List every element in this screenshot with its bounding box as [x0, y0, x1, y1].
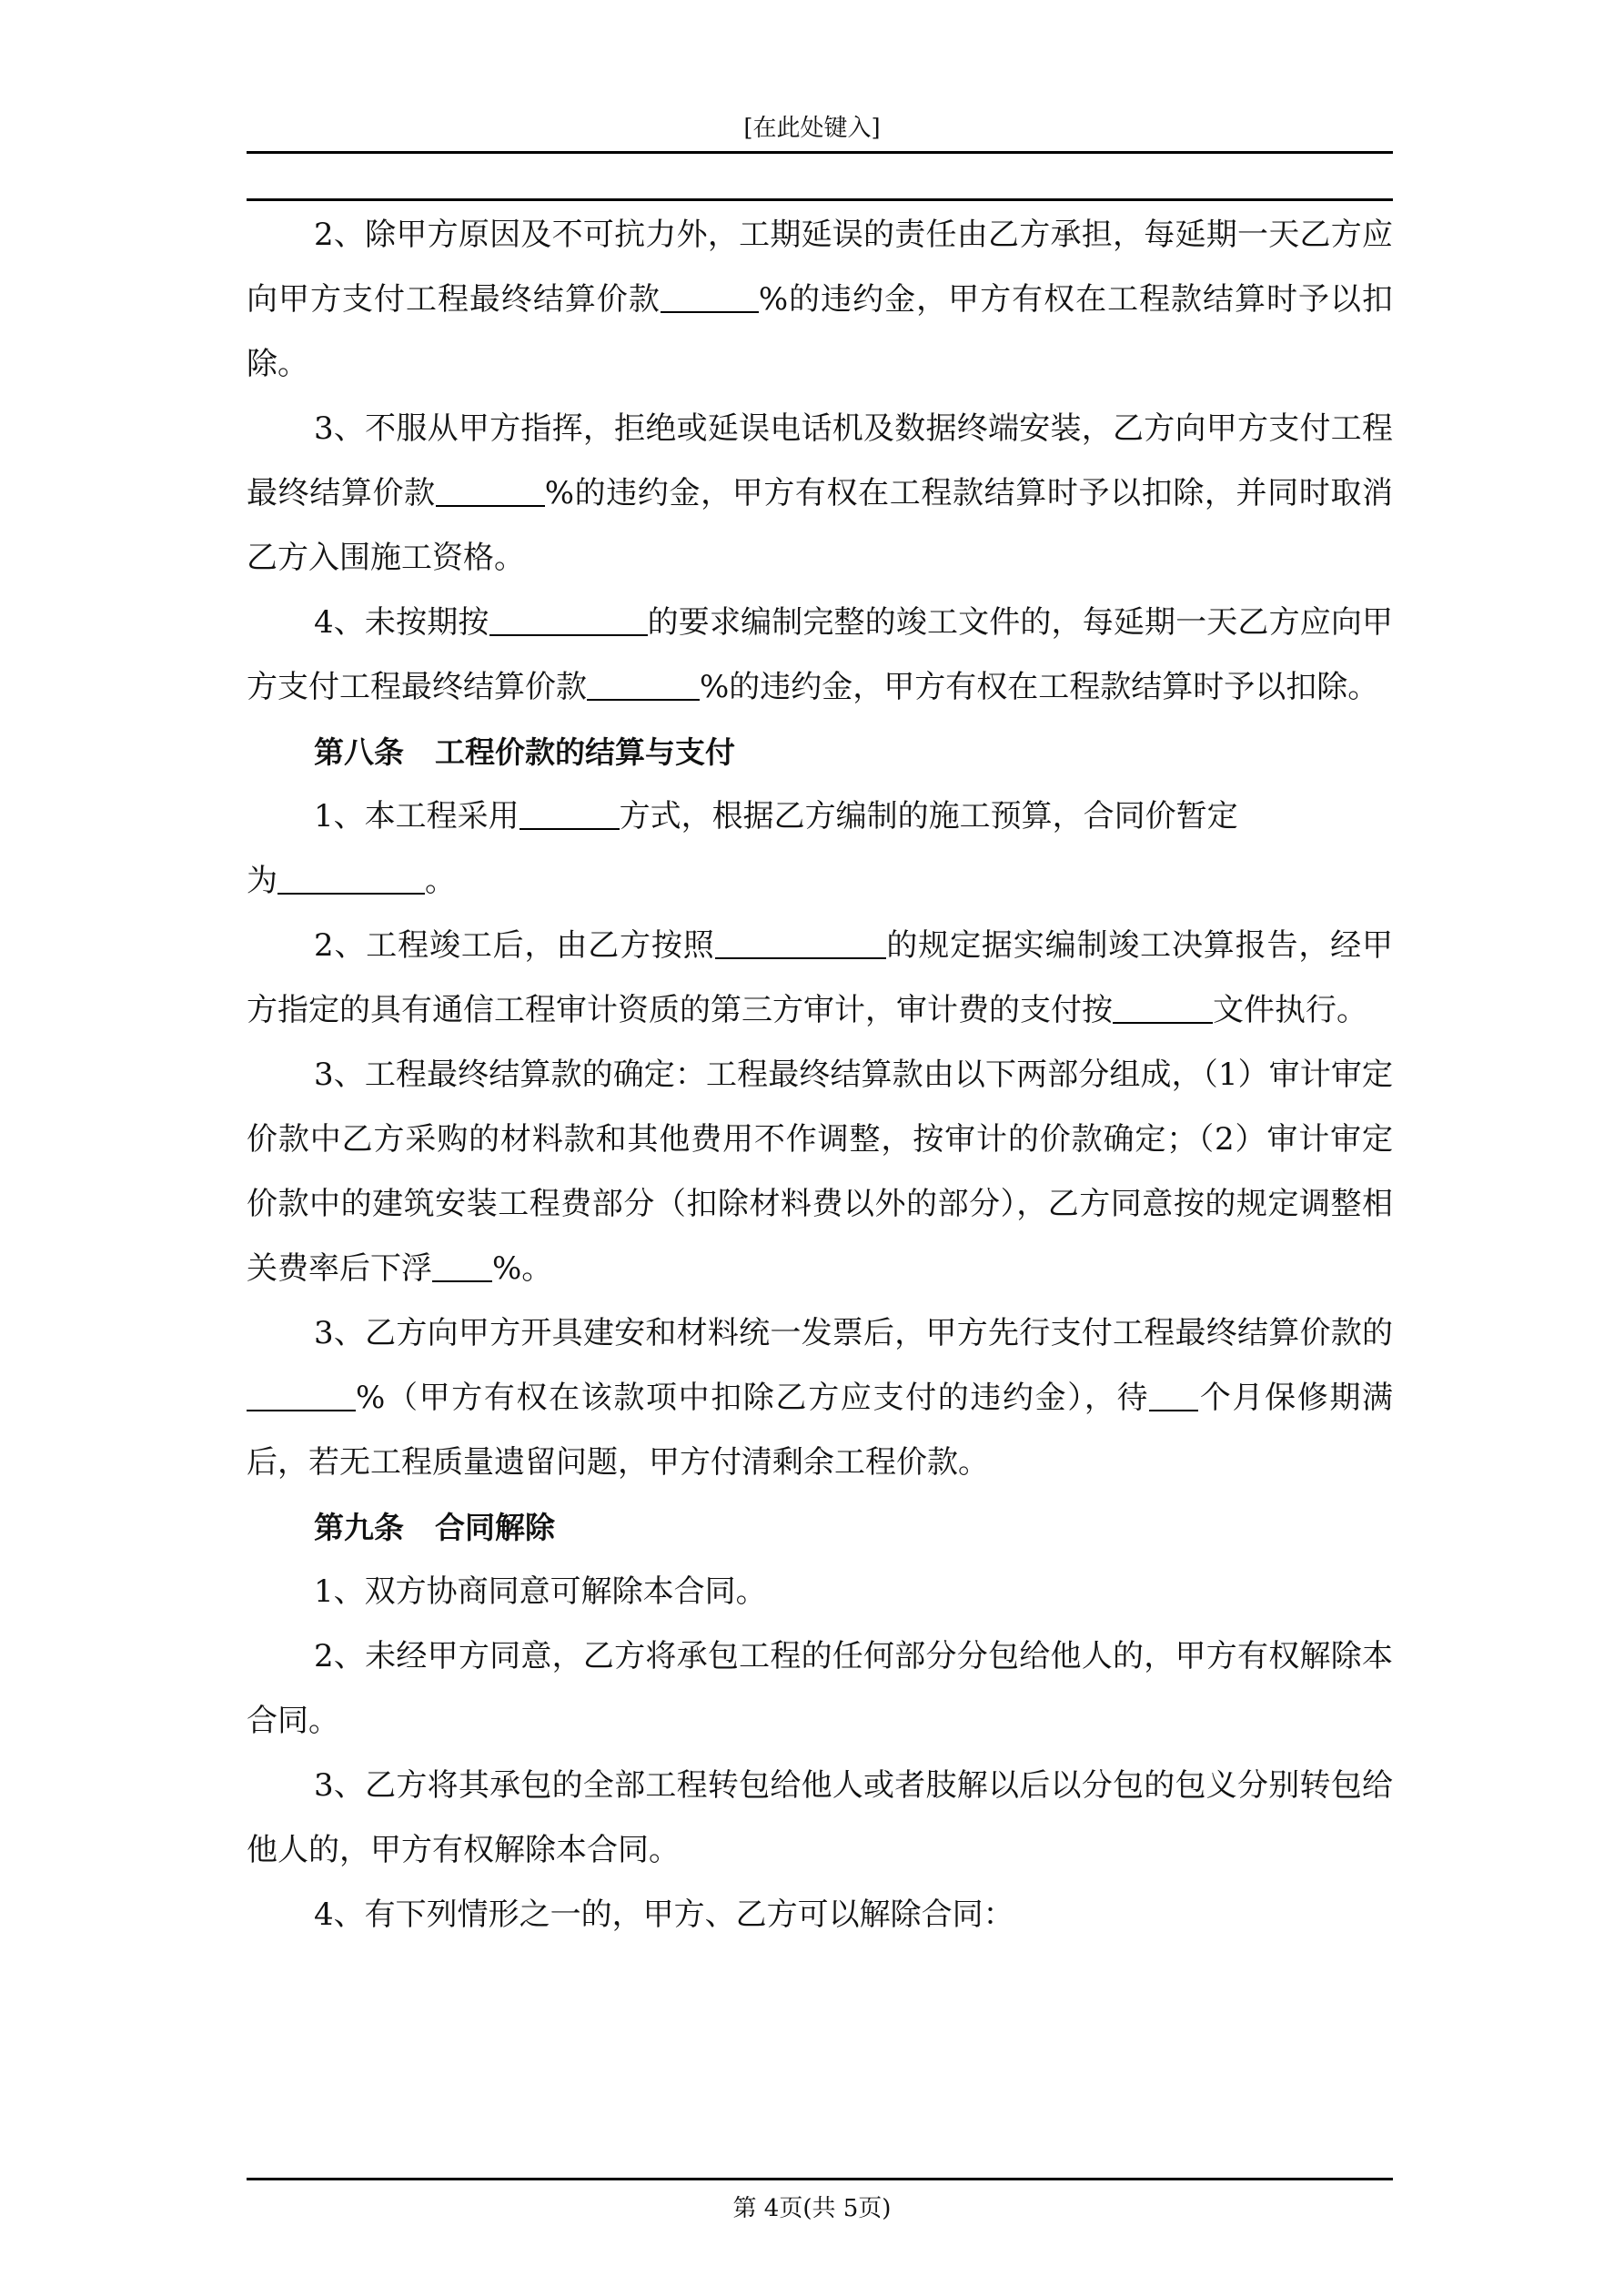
paragraph-completion-docs: 4、未按期按 的要求编制完整的竣工文件的，每延期一天乙方应向甲方支付工程最终结算价款 %的违约金，甲方有权在工程款结算时予以扣除。 [247, 604, 1394, 705]
paragraph-termination-1: 1、双方协商同意可解除本合同。 [314, 1573, 767, 1610]
blank-field[interactable] [247, 1379, 356, 1411]
blank-field[interactable] [1113, 991, 1213, 1024]
blank-field[interactable] [432, 1249, 492, 1282]
blank-field[interactable] [489, 603, 648, 636]
header-rule [247, 151, 1393, 154]
footer-rule [247, 2178, 1393, 2180]
blank-field[interactable] [715, 926, 886, 959]
blank-field[interactable] [661, 280, 759, 313]
blank-field[interactable] [1149, 1379, 1198, 1411]
paragraph-termination-3: 3、乙方将其承包的全部工程转包给他人或者肢解以后以分包的包义分别转包给他人的，甲方有权解除本合同。 [247, 1767, 1393, 1868]
blank-field[interactable] [436, 474, 545, 507]
article-9-heading: 第九条 合同解除 [314, 1510, 555, 1545]
blank-field[interactable] [277, 862, 425, 895]
page-number: 第 4页(共 5页) [732, 2195, 892, 2222]
blank-field[interactable] [587, 668, 700, 701]
paragraph-final-accounts: 2、工程竣工后，由乙方按照 的规定据实编制竣工决算报告，经甲方指定的具有通信工程审计资质的第三方审计，审计费的支付按 文件执行。 [247, 927, 1394, 1028]
paragraph-payment: 3、乙方向甲方开具建安和材料统一发票后，甲方先行支付工程最终结算价款的%（甲方有权在该款项中扣除乙方应支付的违约金），待 个月保修期满后，若无工程质量遗留问题，甲方付清剩余工程价款。 [247, 1315, 1393, 1481]
paragraph-termination-4: 4、有下列情形之一的，甲方、乙方可以解除合同： [314, 1896, 1014, 1933]
page-header: [在此处键入] [743, 115, 881, 142]
blank-field[interactable] [519, 797, 620, 830]
paragraph-disobey-penalty: 3、不服从甲方指挥，拒绝或延误电话机及数据终端安装，乙方向甲方支付工程最终结算价款 %的违约金，甲方有权在工程款结算时予以扣除，并同时取消乙方入围施工资格。 [247, 410, 1394, 576]
paragraph-delay-penalty: 2、除甲方原因及不可抗力外，工期延误的责任由乙方承担，每延期一天乙方应向甲方支付工程最终结算价款 %的违约金，甲方有权在工程款结算时予以扣除。 [247, 217, 1393, 382]
paragraph-termination-2: 2、未经甲方同意，乙方将承包工程的任何部分分包给他人的，甲方有权解除本合同。 [247, 1638, 1393, 1739]
paragraph-settlement-definition: 3、工程最终结算款的确定：工程最终结算款由以下两部分组成，（1）审计审定价款中乙方采购的材料款和其他费用不作调整，按审计的价款确定；（2）审计审定价款中的建筑安装工程费部分（扣除材料费以外的部分），乙方同意按的规定调整相关费率后下浮 %。 [247, 1057, 1393, 1287]
document-body [247, 203, 1393, 1947]
article-8-heading: 第八条 工程价款的结算与支付 [314, 734, 735, 770]
paragraph-contract-price: 1、本工程采用 方式，根据乙方编制的施工预算，合同价暂定 为 。 [247, 798, 1238, 899]
header-rule-secondary [247, 198, 1393, 201]
